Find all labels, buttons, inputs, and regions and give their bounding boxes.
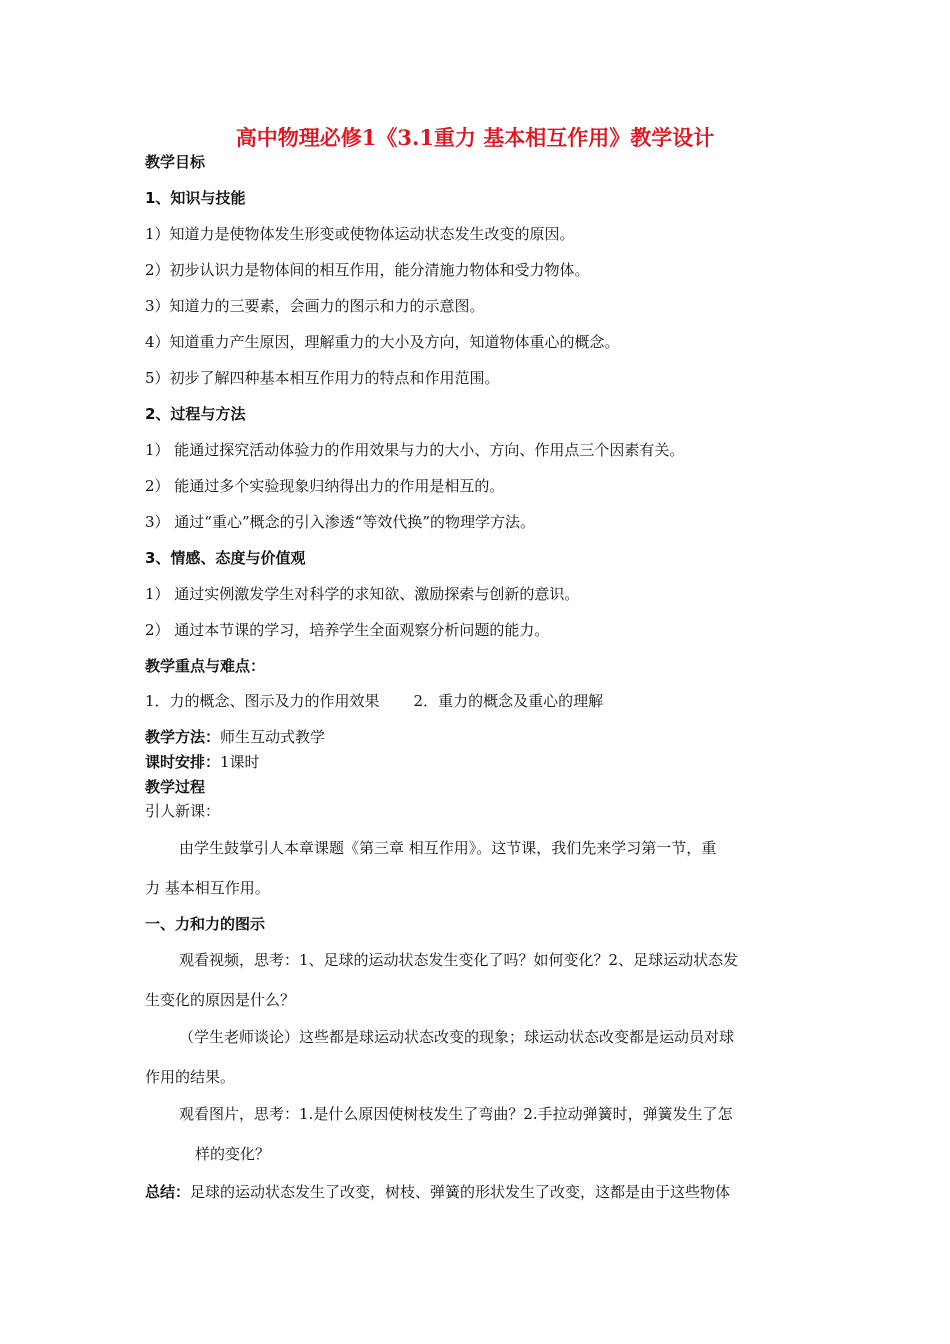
part1-p3-line-2: 样的变化？: [195, 1145, 271, 1163]
keypoints-heading: 教学重点与难点：: [145, 657, 266, 675]
section3-heading: 3、情感、态度与价值观: [145, 549, 306, 567]
summary-label: 总结：: [145, 1183, 191, 1201]
schedule-label: 课时安排：: [145, 753, 221, 771]
method-label: 教学方法：: [145, 728, 221, 746]
section1-item-2: 2）初步认识力是物体间的相互作用，能分清施力物体和受力物体。: [145, 261, 590, 279]
section2-heading: 2、过程与方法: [145, 405, 246, 423]
keypoint-2: 2．重力的概念及重心的理解: [413, 692, 604, 710]
process-heading: 教学过程: [145, 778, 206, 796]
section1-item-3: 3）知道力的三要素，会画力的图示和力的示意图。: [145, 297, 485, 315]
part1-p2-line-1: （学生老师谈论）这些都是球运动状态改变的现象；球运动状态改变都是运动员对球: [179, 1028, 735, 1046]
part1-heading: 一、力和力的图示: [145, 915, 266, 933]
part1-p1-line-1: 观看视频，思考：1、足球的运动状态发生变化了吗？如何变化？2、足球运动状态发: [179, 951, 739, 969]
part1-p2-line-2: 作用的结果。: [145, 1068, 236, 1086]
intro-paragraph-line-1: 由学生鼓掌引人本章课题《第三章 相互作用》。这节课，我们先来学习第一节，重: [179, 839, 717, 857]
section2-item-1: 1） 能通过探究活动体验力的作用效果与力的大小、方向、作用点三个因素有关。: [145, 441, 685, 459]
section1-heading: 1、知识与技能: [145, 189, 246, 207]
section1-item-5: 5）初步了解四种基本相互作用力的特点和作用范围。: [145, 369, 500, 387]
section3-item-1: 1） 通过实例激发学生对科学的求知欲、激励探索与创新的意识。: [145, 585, 580, 603]
schedule-row: [145, 752, 260, 772]
summary-row: [145, 1182, 730, 1202]
intro-label: 引人新课：: [145, 802, 221, 820]
section2-item-2: 2） 能通过多个实验现象归纳得出力的作用是相互的。: [145, 477, 505, 495]
objectives-heading: 教学目标: [145, 153, 206, 171]
document-title: 高中物理必修1《3.1重力 基本相互作用》教学设计: [235, 125, 715, 150]
schedule-value: 1课时: [220, 753, 260, 771]
part1-p3-line-1: 观看图片，思考：1.是什么原因使树枝发生了弯曲？2.手拉动弹簧时，弹簧发生了怎: [179, 1105, 733, 1123]
intro-paragraph-line-2: 力 基本相互作用。: [145, 879, 270, 897]
keypoint-1: 1．力的概念、图示及力的作用效果: [145, 692, 380, 710]
section1-item-1: 1）知道力是使物体发生形变或使物体运动状态发生改变的原因。: [145, 225, 575, 243]
keypoints-row: [145, 691, 603, 711]
summary-text: 足球的运动状态发生了改变，树枝、弹簧的形状发生了改变，这都是由于这些物体: [190, 1183, 731, 1201]
section3-item-2: 2） 通过本节课的学习，培养学生全面观察分析问题的能力。: [145, 621, 550, 639]
section2-item-3: 3） 通过“重心”概念的引入渗透“等效代换”的物理学方法。: [145, 513, 535, 531]
part1-p1-line-2: 生变化的原因是什么？: [145, 991, 296, 1009]
method-row: [145, 727, 325, 747]
section1-item-4: 4）知道重力产生原因，理解重力的大小及方向，知道物体重心的概念。: [145, 333, 620, 351]
method-value: 师生互动式教学: [220, 728, 326, 746]
